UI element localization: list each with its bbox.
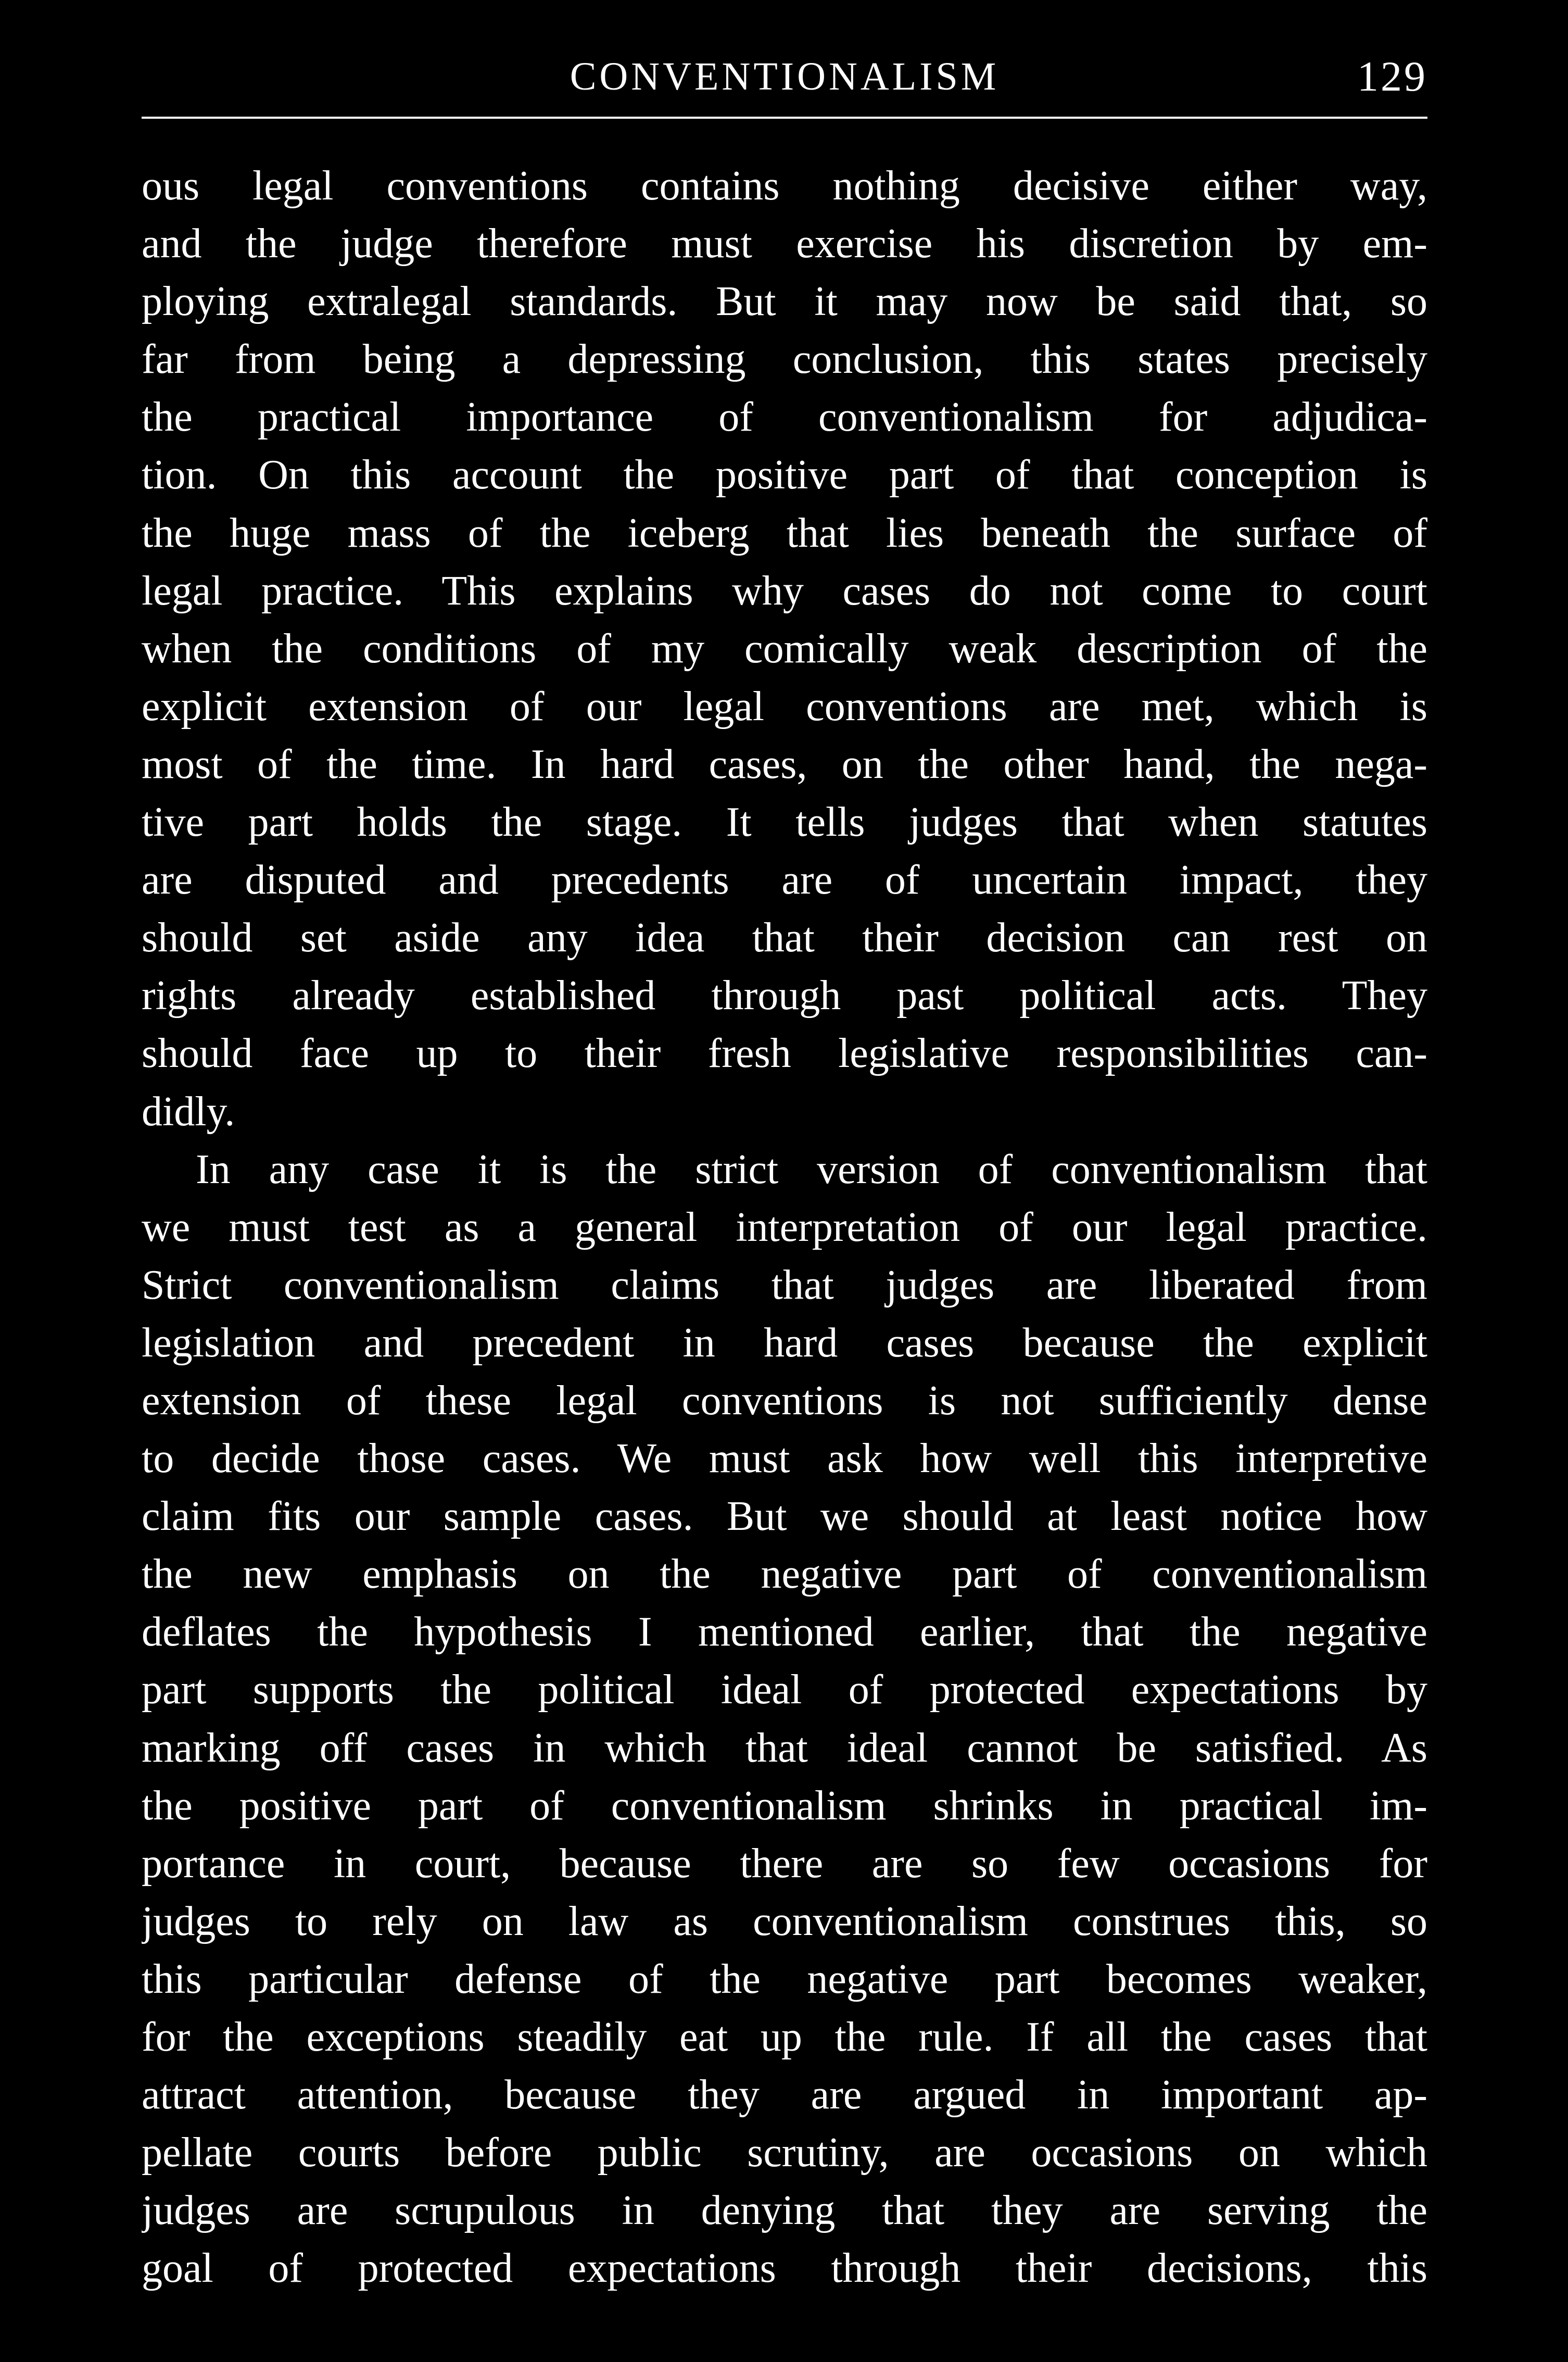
text-line: are disputed and precedents are of uncertain impact, they: [142, 857, 1427, 903]
text-line-paragraph-end: didly.: [142, 1088, 235, 1135]
running-title: CONVENTIONALISM: [570, 55, 1000, 98]
text-line: ploying extralegal standards. But it may now be said that, so: [142, 279, 1427, 325]
text-line: marking off cases in which that ideal cannot be satisfied. As: [142, 1725, 1427, 1771]
text-line: Strict conventionalism claims that judges are liberated from: [142, 1262, 1427, 1308]
text-line: extension of these legal conventions is not sufficiently dense: [142, 1377, 1427, 1424]
text-line: should face up to their fresh legislative responsibilities can-: [142, 1031, 1427, 1077]
text-line: the practical importance of conventionalism for adjudica-: [142, 394, 1427, 441]
text-line: we must test as a general interpretation of our legal practice.: [142, 1204, 1427, 1250]
text-line: legal practice. This explains why cases do not come to court: [142, 568, 1427, 614]
text-line: tive part holds the stage. It tells judges that when statutes: [142, 799, 1427, 846]
text-line: goal of protected expectations through their decisions, this: [142, 2245, 1427, 2292]
text-line: the new emphasis on the negative part of conventionalism: [142, 1551, 1427, 1598]
text-line: rights already established through past political acts. They: [142, 973, 1427, 1019]
text-line: far from being a depressing conclusion, this states precisely: [142, 336, 1427, 383]
text-line: deflates the hypothesis I mentioned earlier, that the negative: [142, 1609, 1427, 1655]
text-line: legislation and precedent in hard cases because the explicit: [142, 1320, 1427, 1366]
text-line: most of the time. In hard cases, on the other hand, the nega-: [142, 741, 1427, 787]
text-line: judges to rely on law as conventionalism construes this, so: [142, 1898, 1427, 1944]
text-line: claim fits our sample cases. But we should at least notice how: [142, 1493, 1427, 1540]
text-line-paragraph-start: In any case it is the strict version of conventionalism that: [196, 1146, 1427, 1192]
text-line: portance in court, because there are so few occasions for: [142, 1840, 1427, 1887]
text-line: part supports the political ideal of protected expectations by: [142, 1667, 1427, 1713]
page-number: 129: [1357, 53, 1427, 100]
text-line: pellate courts before public scrutiny, are occasions on which: [142, 2130, 1427, 2176]
header-rule: [142, 117, 1427, 119]
text-line: ous legal conventions contains nothing decisive either way,: [142, 163, 1427, 209]
text-line: when the conditions of my comically weak description of the: [142, 625, 1427, 672]
text-line: should set aside any idea that their decision can rest on: [142, 915, 1427, 961]
text-line: to decide those cases. We must ask how well this interpretive: [142, 1436, 1427, 1482]
body-text: [142, 157, 1427, 2297]
text-line: judges are scrupulous in denying that they are serving the: [142, 2188, 1427, 2234]
text-line: tion. On this account the positive part of that conception is: [142, 452, 1427, 498]
text-line: the positive part of conventionalism shrinks in practical im-: [142, 1782, 1427, 1829]
running-head: [142, 48, 1427, 105]
text-line: this particular defense of the negative part becomes weaker,: [142, 1956, 1427, 2002]
text-line: the huge mass of the iceberg that lies beneath the surface of: [142, 510, 1427, 556]
text-line: attract attention, because they are argued in important ap-: [142, 2072, 1427, 2118]
text-line: explicit extension of our legal conventions are met, which is: [142, 683, 1427, 730]
text-line: for the exceptions steadily eat up the rule. If all the cases that: [142, 2014, 1427, 2060]
text-line: and the judge therefore must exercise his discretion by em-: [142, 221, 1427, 267]
